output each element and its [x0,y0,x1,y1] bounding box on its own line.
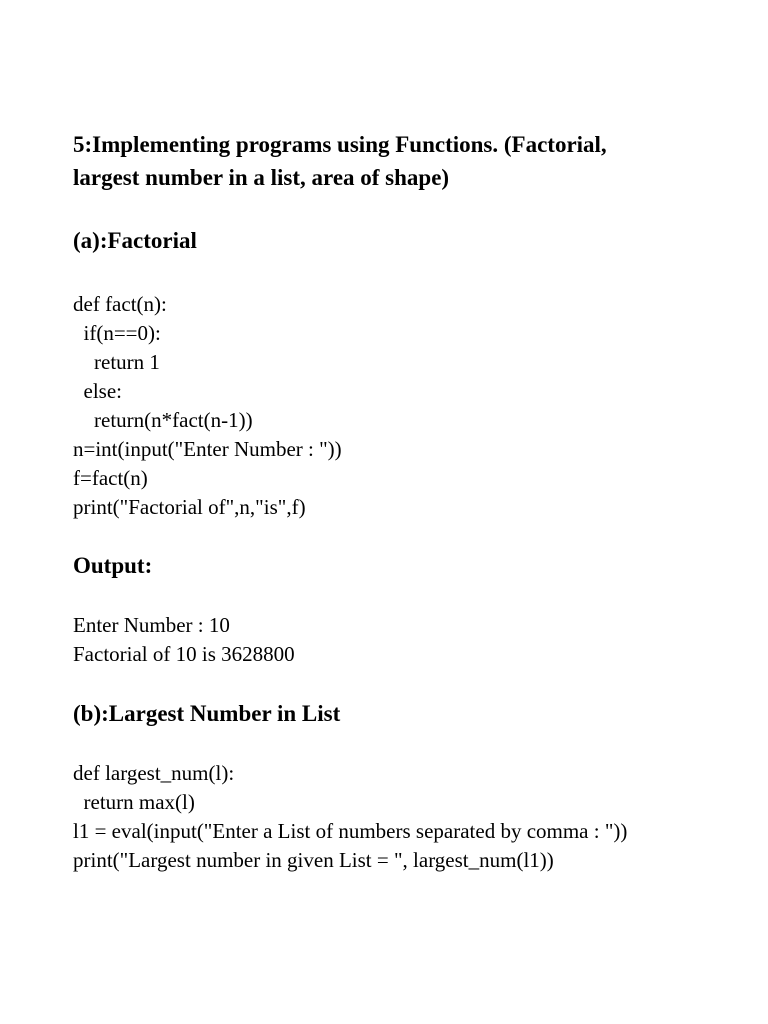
code-line: f=fact(n) [73,466,148,490]
code-line: print("Largest number in given List = ", largest_num(l1)) [73,848,554,872]
output-block [73,611,295,669]
section-a-heading: (a):Factorial [73,228,197,253]
code-line: return(n*fact(n-1)) [73,408,253,432]
title-line-2: largest number in a list, area of shape) [73,165,450,190]
title-line-1: 5:Implementing programs using Functions. (Factorial, [73,132,607,157]
document-title [73,128,733,194]
code-line: return 1 [73,350,160,374]
code-line: else: [73,379,122,403]
factorial-code-block [73,290,342,522]
code-line: print("Factorial of",n,"is",f) [73,495,306,519]
output-line: Enter Number : 10 [73,613,230,637]
output-line: Factorial of 10 is 3628800 [73,642,295,666]
code-line: def fact(n): [73,292,167,316]
code-line: l1 = eval(input("Enter a List of numbers separated by comma : ")) [73,819,628,843]
code-line: n=int(input("Enter Number : ")) [73,437,342,461]
output-heading: Output: [73,553,153,578]
largest-number-code-block [73,759,627,875]
code-line: def largest_num(l): [73,761,235,785]
section-b-heading: (b):Largest Number in List [73,701,341,726]
code-line: if(n==0): [73,321,161,345]
code-line: return max(l) [73,790,195,814]
